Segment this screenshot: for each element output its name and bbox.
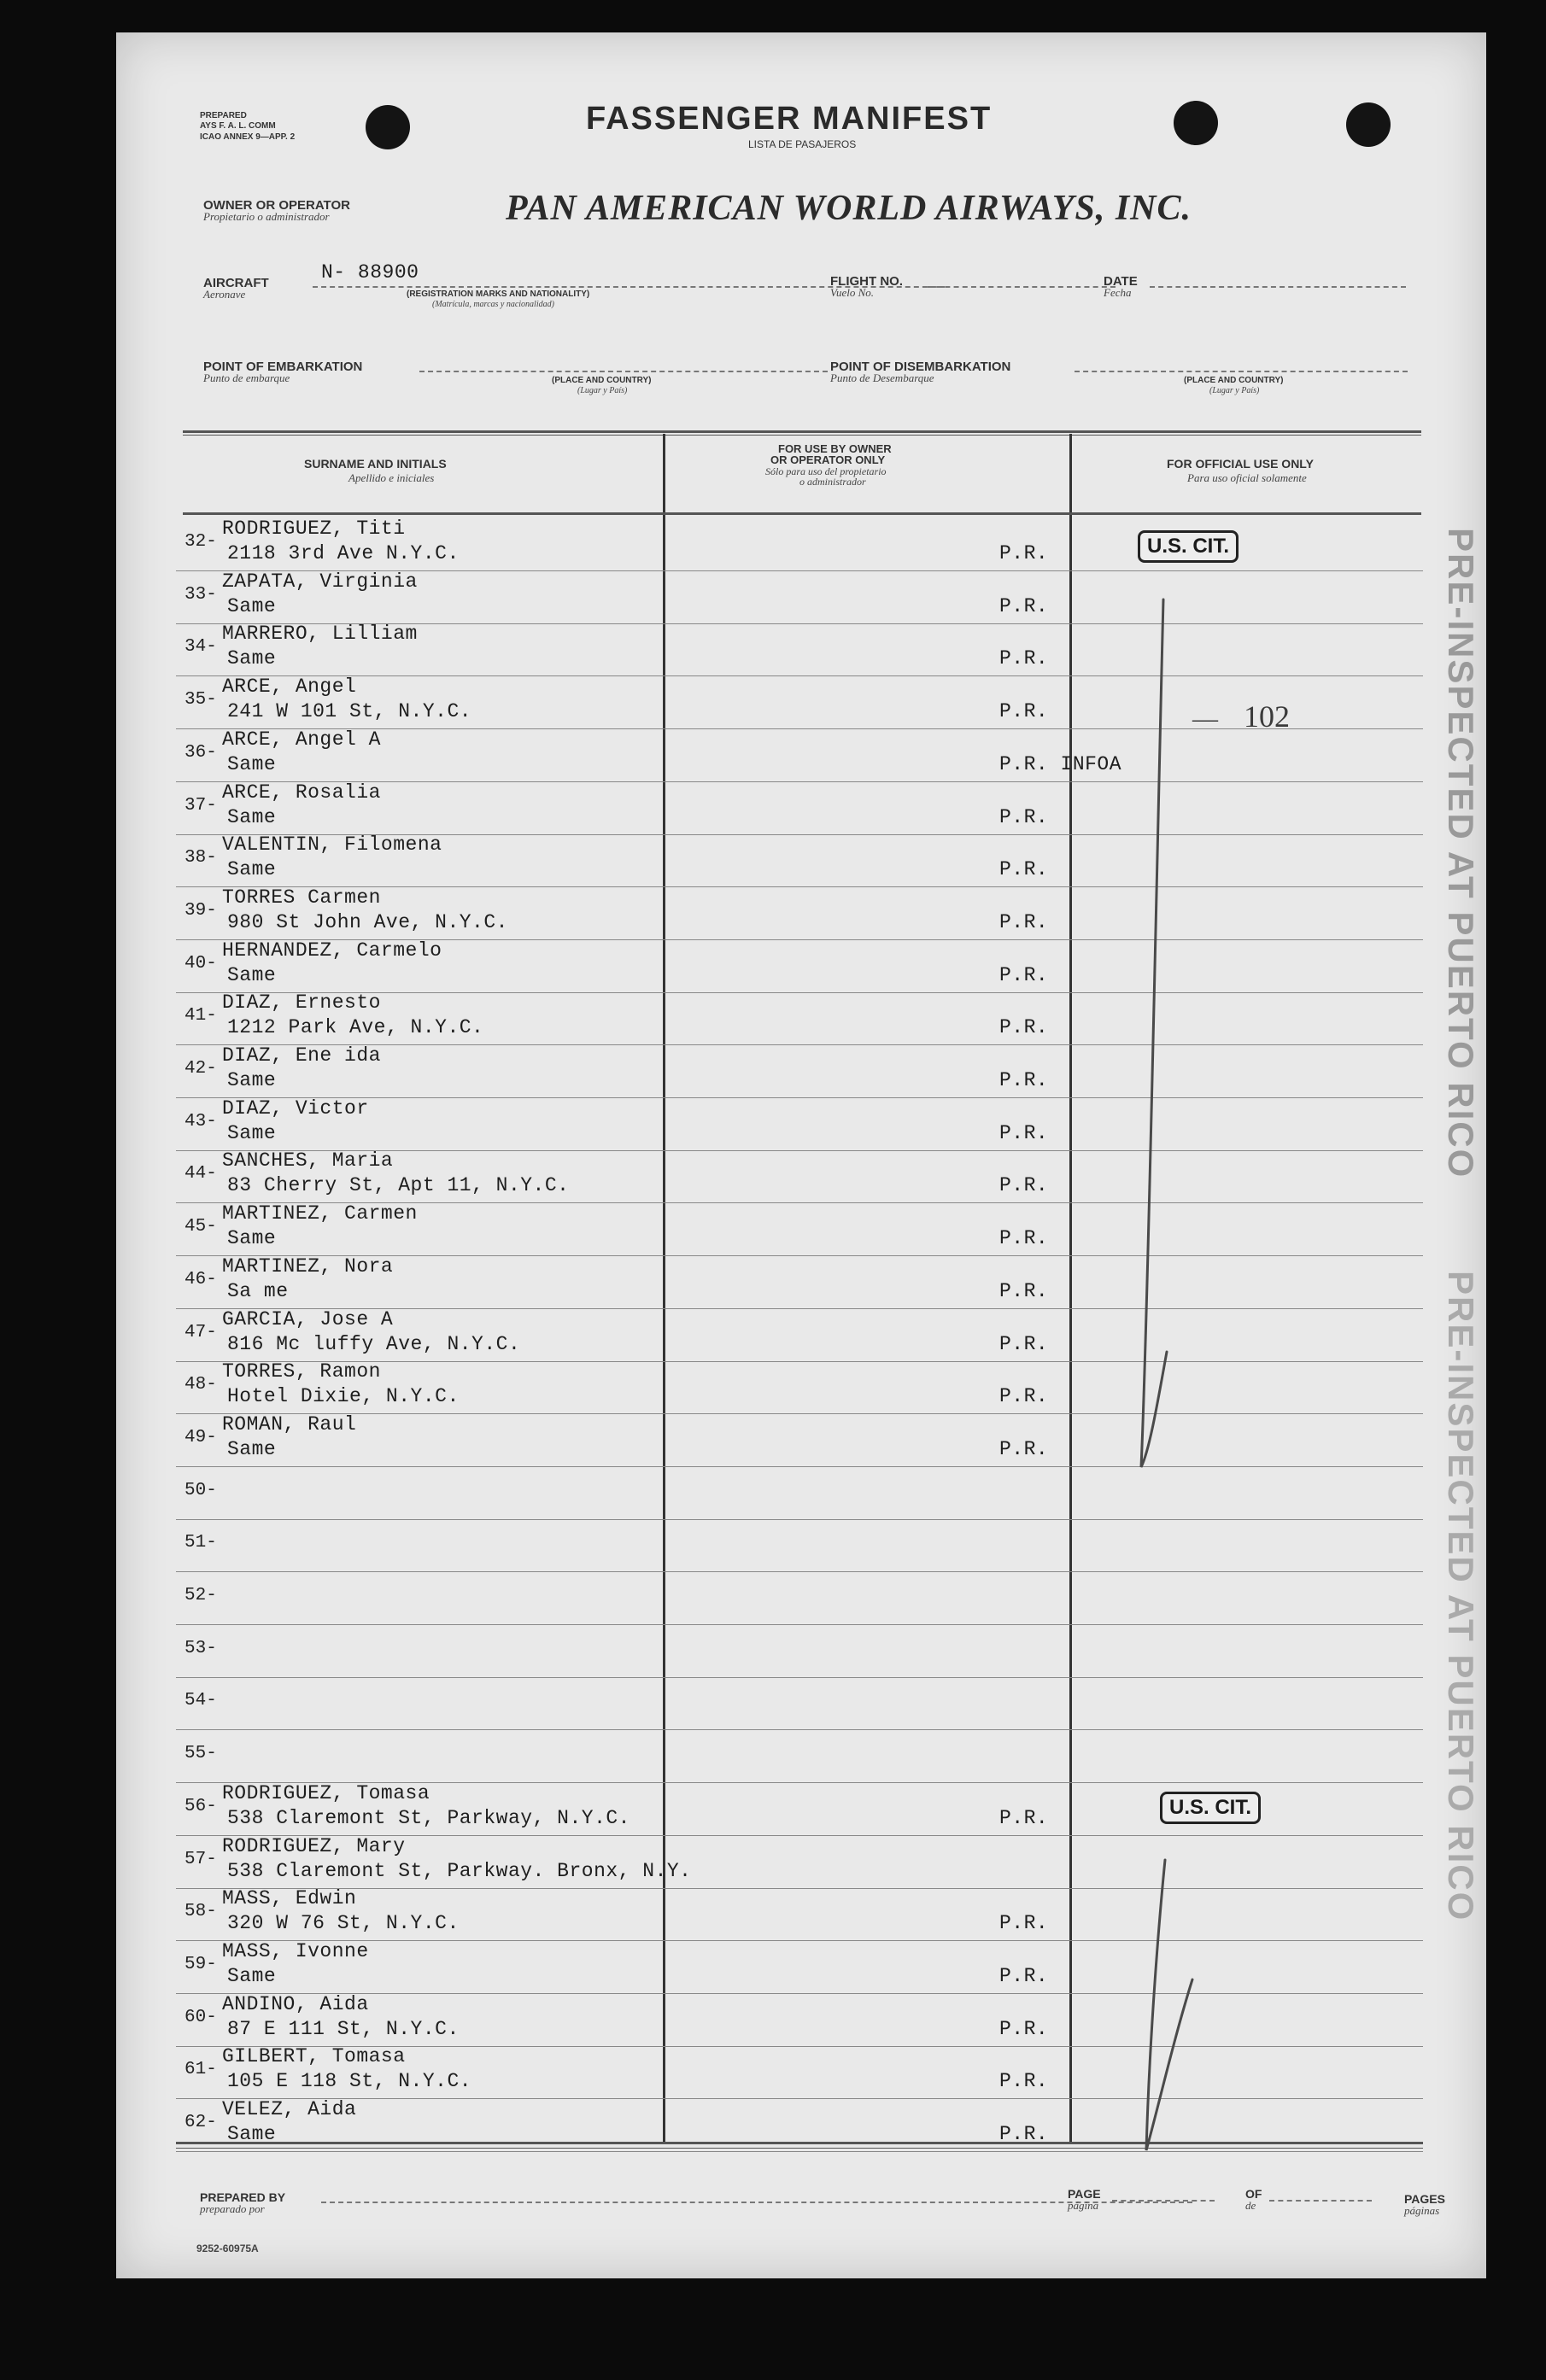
row-number: 33- xyxy=(184,585,217,605)
row-number: 52- xyxy=(184,1586,217,1605)
owner-use-value: P.R. xyxy=(999,1122,1049,1144)
row-number: 34- xyxy=(184,637,217,657)
passenger-name: MARTINEZ, Nora xyxy=(222,1255,394,1278)
page-subtitle: LISTA DE PASAJEROS xyxy=(748,138,857,150)
owner-use-value: P.R. xyxy=(999,1174,1049,1196)
us-citizen-stamp: U.S. CIT. xyxy=(1138,530,1239,563)
row-number: 43- xyxy=(184,1112,217,1132)
us-citizen-stamp: U.S. CIT. xyxy=(1160,1792,1261,1824)
disembarkation-label: POINT OF DISEMBARKATION xyxy=(830,360,1011,374)
owner-use-value: P.R. INFOA xyxy=(999,753,1122,775)
row-number: 41- xyxy=(184,1006,217,1026)
row-number: 44- xyxy=(184,1164,217,1184)
disembarkation-sublabel-es: (Lugar y País) xyxy=(1209,386,1260,395)
embarkation-sublabel: (PLACE AND COUNTRY) xyxy=(552,376,652,385)
passenger-address: 980 St John Ave, N.Y.C. xyxy=(227,911,508,933)
owner-use-value: P.R. xyxy=(999,1333,1049,1355)
row-number: 62- xyxy=(184,2113,217,2132)
passenger-name: ROMAN, Raul xyxy=(222,1413,357,1436)
page-title: FASSENGER MANIFEST xyxy=(586,101,993,137)
passenger-name: TORRES Carmen xyxy=(222,886,381,909)
passenger-address: Same xyxy=(227,964,277,986)
col-owner-header-es2: o administrador xyxy=(799,476,866,488)
row-number: 50- xyxy=(184,1481,217,1500)
row-number: 51- xyxy=(184,1533,217,1553)
passenger-name: ARCE, Angel xyxy=(222,675,357,698)
owner-use-value: P.R. xyxy=(999,1069,1049,1091)
owner-use-value: P.R. xyxy=(999,806,1049,828)
punch-hole xyxy=(366,105,410,149)
owner-use-value: P.R. xyxy=(999,1280,1049,1302)
form-code: 9252-60975A xyxy=(196,2243,259,2254)
owner-use-value: P.R. xyxy=(999,1438,1049,1460)
passenger-name: MARRERO, Lilliam xyxy=(222,623,418,645)
aircraft-label: AIRCRAFT xyxy=(203,276,269,290)
row-number: 42- xyxy=(184,1059,217,1079)
passenger-address: 83 Cherry St, Apt 11, N.Y.C. xyxy=(227,1174,570,1196)
embarkation-label: POINT OF EMBARKATION xyxy=(203,360,363,374)
disembarkation-sublabel: (PLACE AND COUNTRY) xyxy=(1184,376,1284,385)
owner-use-value: P.R. xyxy=(999,911,1049,933)
pages-label-es: páginas xyxy=(1404,2204,1440,2217)
passenger-name: VELEZ, Aida xyxy=(222,2098,357,2120)
owner-use-value: P.R. xyxy=(999,1227,1049,1249)
passenger-address: 2118 3rd Ave N.Y.C. xyxy=(227,542,460,564)
row-number: 54- xyxy=(184,1691,217,1710)
row-number: 45- xyxy=(184,1217,217,1237)
prepared-by-label: PREPARED BY xyxy=(200,2190,286,2204)
passenger-name: MARTINEZ, Carmen xyxy=(222,1202,418,1225)
passenger-name: RODRIGUEZ, Mary xyxy=(222,1835,406,1857)
pen-check-marks xyxy=(1098,545,1252,2167)
row-number: 49- xyxy=(184,1428,217,1447)
passenger-name: RODRIGUEZ, Titi xyxy=(222,518,406,540)
passenger-address: Same xyxy=(227,753,277,775)
date-label: DATE xyxy=(1104,274,1138,289)
row-number: 40- xyxy=(184,954,217,974)
passenger-address: Same xyxy=(227,595,277,617)
passenger-address: Same xyxy=(227,806,277,828)
owner-use-value: P.R. xyxy=(999,2123,1049,2145)
disembarkation-label-es: Punto de Desembarque xyxy=(830,371,934,384)
passenger-address: 87 E 111 St, N.Y.C. xyxy=(227,2018,460,2040)
passenger-name: VALENTIN, Filomena xyxy=(222,833,442,856)
passenger-address: Same xyxy=(227,1122,277,1144)
prepared-by-label-es: preparado por xyxy=(200,2202,265,2215)
passenger-address: 320 W 76 St, N.Y.C. xyxy=(227,1912,460,1934)
passenger-address: Same xyxy=(227,1438,277,1460)
owner-use-value: P.R. xyxy=(999,1965,1049,1987)
passenger-name: GILBERT, Tomasa xyxy=(222,2045,406,2067)
passenger-name: GARCIA, Jose A xyxy=(222,1308,394,1330)
row-number: 53- xyxy=(184,1639,217,1658)
form-ref-1: PREPARED xyxy=(200,111,247,120)
aircraft-sublabel: (REGISTRATION MARKS AND NATIONALITY) xyxy=(407,289,590,299)
row-number: 47- xyxy=(184,1323,217,1342)
passenger-address: Same xyxy=(227,1227,277,1249)
passenger-name: TORRES, Ramon xyxy=(222,1360,381,1383)
manifest-sheet xyxy=(116,32,1486,2278)
passenger-name: ARCE, Angel A xyxy=(222,728,381,751)
owner-use-value: P.R. xyxy=(999,1912,1049,1934)
owner-use-value: P.R. xyxy=(999,700,1049,722)
passenger-name: HERNANDEZ, Carmelo xyxy=(222,939,442,962)
row-number: 39- xyxy=(184,901,217,921)
owner-use-value: P.R. xyxy=(999,964,1049,986)
passenger-name: ARCE, Rosalia xyxy=(222,781,381,804)
passenger-address: Hotel Dixie, N.Y.C. xyxy=(227,1385,460,1407)
pages-label: PAGES xyxy=(1404,2192,1445,2206)
row-number: 60- xyxy=(184,2008,217,2027)
pre-inspected-stamp: PRE-INSPECTED AT PUERTO RICO xyxy=(1441,1271,1481,1922)
note-value: 102 xyxy=(1244,699,1290,734)
embarkation-label-es: Punto de embarque xyxy=(203,371,290,384)
flight-label: FLIGHT NO. xyxy=(830,274,903,289)
passenger-address: 241 W 101 St, N.Y.C. xyxy=(227,700,472,722)
owner-use-value: P.R. xyxy=(999,1807,1049,1829)
of-label: OF xyxy=(1245,2187,1262,2201)
col-official-header-es: Para uso oficial solamente xyxy=(1187,471,1307,484)
punch-hole xyxy=(1174,101,1218,145)
passenger-name: DIAZ, Ernesto xyxy=(222,991,381,1014)
punch-hole xyxy=(1346,102,1391,147)
col-official-header: FOR OFFICIAL USE ONLY xyxy=(1167,457,1314,471)
passenger-name: MASS, Ivonne xyxy=(222,1940,369,1962)
row-number: 55- xyxy=(184,1744,217,1763)
owner-use-value: P.R. xyxy=(999,2070,1049,2092)
owner-label-es: Propietario o administrador xyxy=(203,210,330,223)
passenger-address: Same xyxy=(227,1965,277,1987)
row-number: 38- xyxy=(184,848,217,868)
page-label: PAGE xyxy=(1068,2187,1101,2201)
owner-use-value: P.R. xyxy=(999,858,1049,880)
date-label-es: Fecha xyxy=(1104,286,1132,299)
operator-name: PAN AMERICAN WORLD AIRWAYS, INC. xyxy=(506,189,1192,228)
passenger-name: RODRIGUEZ, Tomasa xyxy=(222,1782,430,1804)
passenger-address: 105 E 118 St, N.Y.C. xyxy=(227,2070,472,2092)
row-number: 48- xyxy=(184,1375,217,1395)
passenger-address: 538 Claremont St, Parkway, N.Y.C. xyxy=(227,1807,630,1829)
owner-use-value: P.R. xyxy=(999,595,1049,617)
row-number: 57- xyxy=(184,1850,217,1869)
owner-use-value: P.R. xyxy=(999,1016,1049,1038)
row-number: 37- xyxy=(184,796,217,816)
passenger-address: 1212 Park Ave, N.Y.C. xyxy=(227,1016,484,1038)
col-surname-header: SURNAME AND INITIALS xyxy=(304,457,447,471)
of-label-es: de xyxy=(1245,2199,1256,2212)
aircraft-label-es: Aeronave xyxy=(203,288,246,301)
passenger-address: 538 Claremont St, Parkway. Bronx, N.Y. xyxy=(227,1860,692,1882)
owner-use-value: P.R. xyxy=(999,1385,1049,1407)
note-dash: — xyxy=(1192,705,1218,733)
passenger-name: SANCHES, Maria xyxy=(222,1149,394,1172)
passenger-name: DIAZ, Victor xyxy=(222,1097,369,1120)
row-number: 61- xyxy=(184,2060,217,2079)
passenger-address: Same xyxy=(227,1069,277,1091)
form-ref-2: AYS F. A. L. COMM xyxy=(200,121,276,131)
pre-inspected-stamp: PRE-INSPECTED AT PUERTO RICO xyxy=(1441,528,1481,1179)
flight-label-es: Vuelo No. xyxy=(830,286,875,299)
passenger-address: 816 Mc luffy Ave, N.Y.C. xyxy=(227,1333,521,1355)
col-owner-header-b: OR OPERATOR ONLY xyxy=(770,453,886,466)
passenger-address: Sa me xyxy=(227,1280,289,1302)
passenger-name: DIAZ, Ene ida xyxy=(222,1044,381,1067)
owner-use-value: P.R. xyxy=(999,2018,1049,2040)
embarkation-sublabel-es: (Lugar y País) xyxy=(577,386,628,395)
passenger-name: ZAPATA, Virginia xyxy=(222,570,418,593)
owner-label: OWNER OR OPERATOR xyxy=(203,198,350,213)
row-number: 46- xyxy=(184,1270,217,1289)
passenger-name: ANDINO, Aida xyxy=(222,1993,369,2015)
passenger-address: Same xyxy=(227,2123,277,2145)
col-owner-header: FOR USE BY OWNER xyxy=(778,442,892,455)
form-ref-3: ICAO ANNEX 9—APP. 2 xyxy=(200,132,296,142)
row-number: 36- xyxy=(184,743,217,763)
page-label-es: página xyxy=(1068,2199,1099,2212)
row-number: 32- xyxy=(184,532,217,552)
row-number: 59- xyxy=(184,1955,217,1974)
owner-use-value: P.R. xyxy=(999,647,1049,670)
passenger-name: MASS, Edwin xyxy=(222,1887,357,1909)
passenger-address: Same xyxy=(227,647,277,670)
passenger-address: Same xyxy=(227,858,277,880)
row-number: 35- xyxy=(184,690,217,710)
aircraft-value: N- 88900 xyxy=(321,261,419,284)
row-number: 58- xyxy=(184,1902,217,1921)
aircraft-sublabel-es: (Matrícula, marcas y nacionalidad) xyxy=(432,300,554,309)
owner-use-value: P.R. xyxy=(999,542,1049,564)
row-number: 56- xyxy=(184,1797,217,1816)
col-owner-header-es: Sólo para uso del propietario xyxy=(765,465,887,477)
col-surname-header-es: Apellido e iniciales xyxy=(348,471,435,484)
